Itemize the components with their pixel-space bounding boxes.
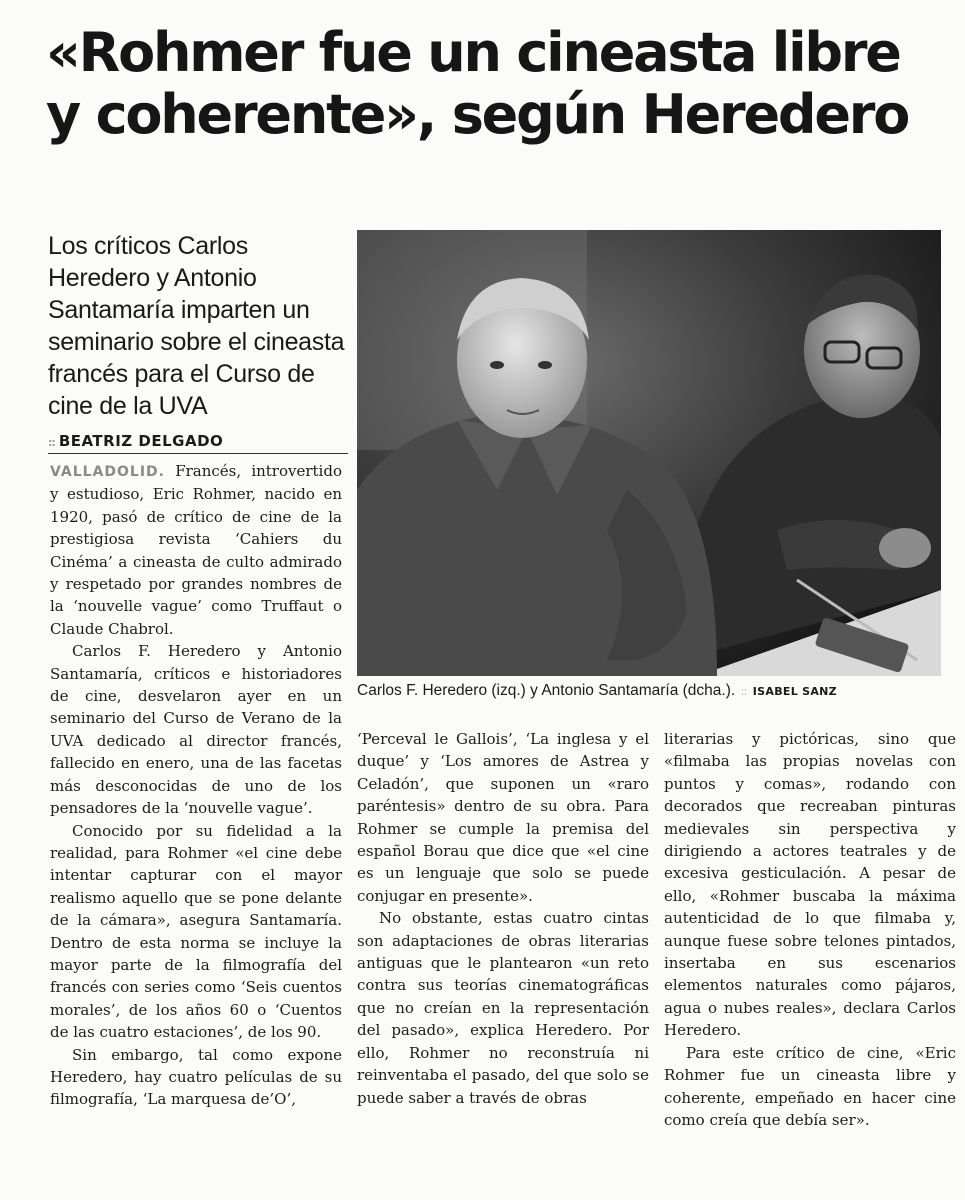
article-photo — [357, 230, 941, 676]
byline-author: BEATRIZ DELGADO — [58, 432, 224, 450]
body-paragraph: No obstante, estas cuatro cintas son adaptaciones de obras literarias antiguas que le plantearon «un reto contra sus teorías cinematográficas que no creían en la representación del pasado», explica Heredero. Por ello, Rohmer no reconstruía ni reinventaba el pasado, del que solo se puede saber a través de obras — [357, 909, 649, 1107]
credit-marker: :: — [741, 687, 747, 698]
byline-marker: :: — [48, 436, 55, 449]
body-paragraph: literarias y pictóricas, sino que «filmaba las propias novelas con puntos y comas», rodando con decorados que recreaban pinturas medievales sin perspectiva y dirigiendo a actores teatrales y de excesiva gesticulación. A pesar de ello, «Rohmer buscaba la máxima autenticidad de lo que filmaba y, aunque fuese sobre telones pintados, insertaba en sus escenarios elementos naturales como pájaros, agua o nubes reales», declara Carlos Heredero. — [664, 730, 956, 1040]
body-paragraph: Para este crítico de cine, «Eric Rohmer fue un cineasta libre y coherente, empeñado en hacer cine como creía que debía ser». — [664, 1043, 956, 1129]
headline: «Rohmer fue un cineasta libre y coherente», según Heredero — [46, 21, 909, 146]
photo-credit: ISABEL SANZ — [752, 685, 837, 698]
article-column-1 — [50, 460, 342, 1111]
body-paragraph: Conocido por su fidelidad a la realidad, para Rohmer «el cine debe intentar capturar con el mayor realismo aquello que se pone delante de la cámara», asegura Santamaría. Dentro de esta norma se incluye la mayor parte de la filmografía del francés con series como ‘Seis cuentos morales’, de los años 60 o ‘Cuentos de las cuatro estaciones’, de los 90. — [50, 821, 342, 1042]
body-paragraph: Carlos F. Heredero y Antonio Santamaría, críticos e historiadores de cine, desvelaron ayer en un seminario del Curso de Verano de la UVA dedicado al director francés, fallecido en enero, una de las facetas más desconocidas de uno de los pensadores de la ‘nouvelle vague’. — [50, 642, 342, 818]
body-paragraph: VALLADOLID. Francés, introvertido y estudioso, Eric Rohmer, nacido en 1920, pasó de crítico de cine de la prestigiosa revista ‘Cahiers du Cinéma’ a cineasta de culto admirado y respetado por grandes nombres de la ‘nouvelle vague’ como Truffaut o Claude Chabrol. — [50, 462, 342, 638]
article-column-2 — [357, 728, 649, 1109]
byline — [48, 432, 348, 454]
body-paragraph: ‘Perceval le Gallois’, ‘La inglesa y el duque’ y ‘Los amores de Astrea y Celadón’, que suponen un «raro paréntesis» dentro de su obra. Para Rohmer se cumple la premisa del español Borau que dice que «el cine es un lenguaje que solo se puede conjugar en presente». — [357, 730, 649, 905]
body-paragraph: Sin embargo, tal como expone Heredero, hay cuatro películas de su filmografía, ‘La marquesa de’O’, — [50, 1045, 342, 1109]
dateline-city: VALLADOLID. — [50, 464, 165, 480]
caption-text: Carlos F. Heredero (izq.) y Antonio Santamaría (dcha.). — [357, 682, 736, 699]
photo-caption — [357, 682, 947, 700]
photo-illustration — [357, 230, 941, 676]
deck-subheadline: Los críticos Carlos Heredero y Antonio Santamaría imparten un seminario sobre el cineasta francés para el Curso de cine de la UVA — [48, 232, 345, 420]
article-column-3 — [664, 728, 956, 1131]
